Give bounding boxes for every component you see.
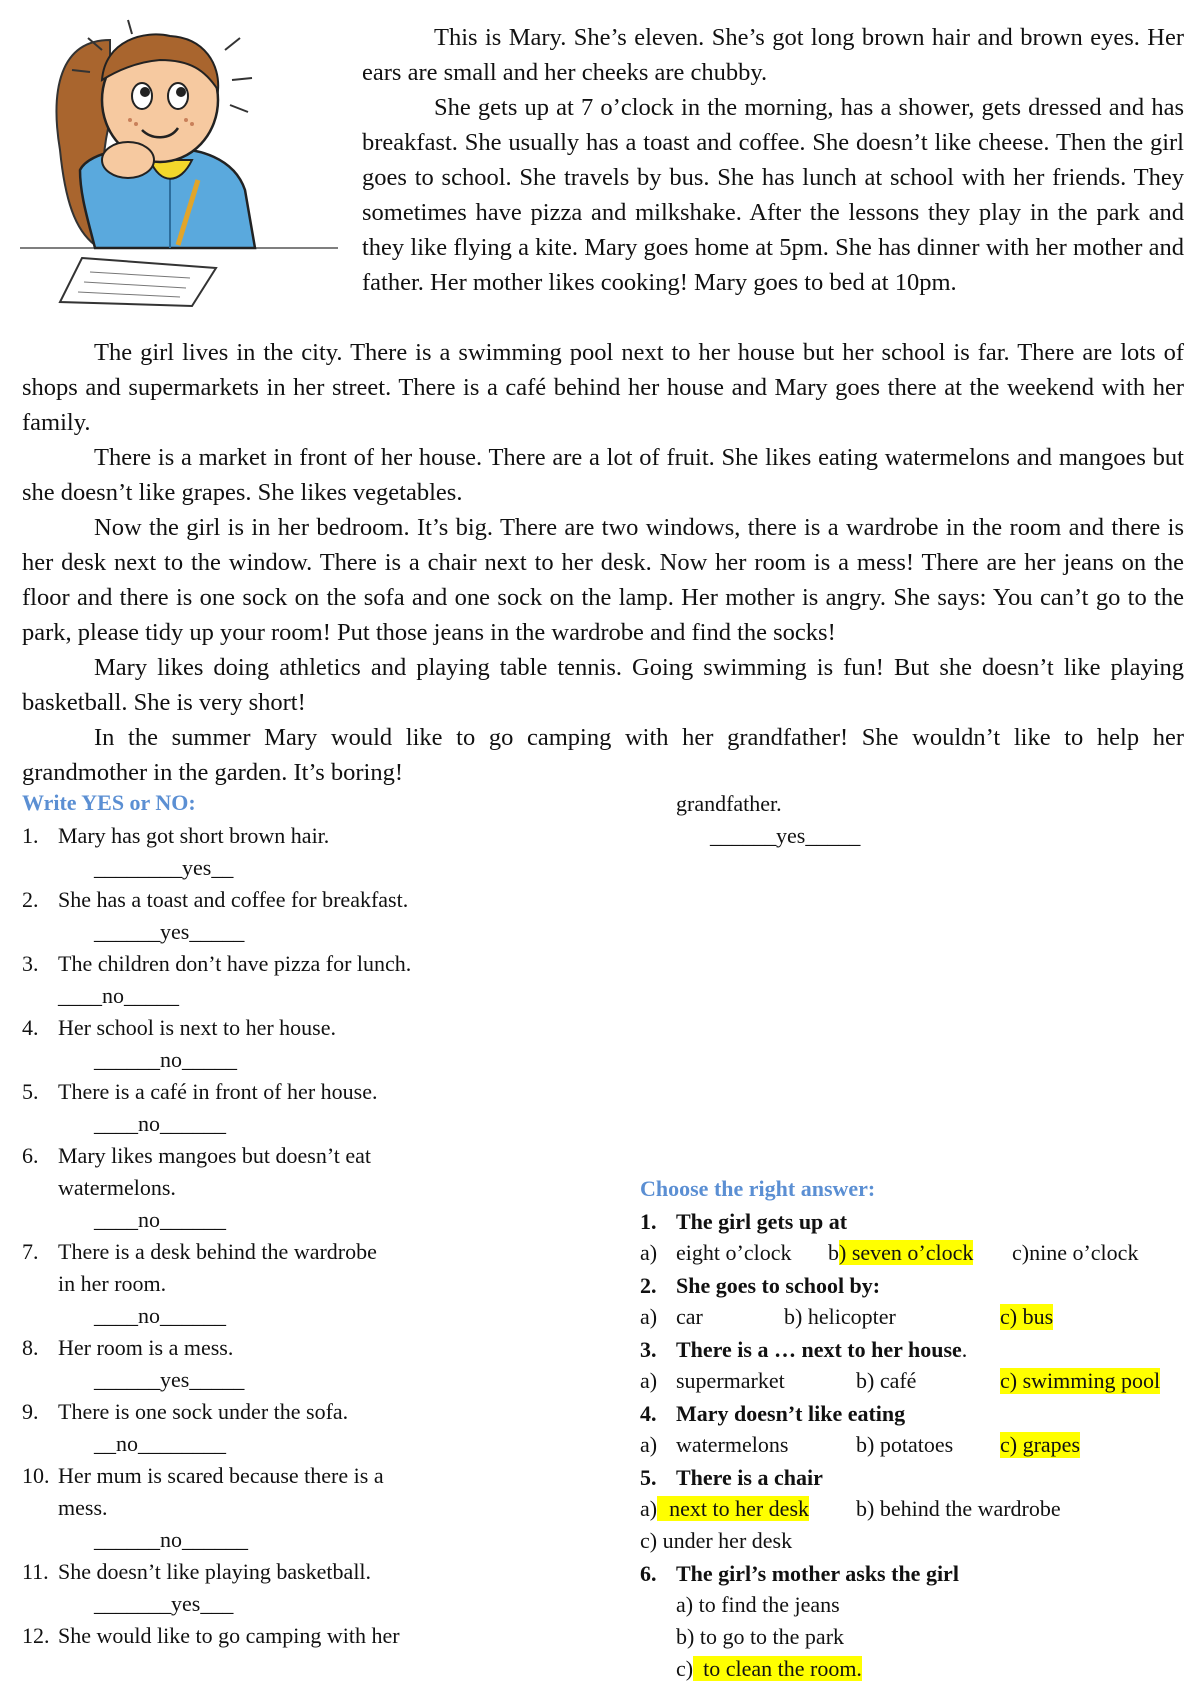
girl-illustration [20,10,340,310]
reading-body [22,335,1184,790]
choose-heading: Choose the right answer: [640,1176,876,1201]
answer-line[interactable]: _______yes___ [94,1591,234,1616]
selected-answer: to clean the room. [693,1656,862,1681]
answer-line[interactable]: ______no_____ [94,1047,237,1072]
yes-no-item: 12. She would like to go camping with her [22,1623,400,1648]
selected-answer: ) seven o’clock [839,1240,974,1265]
answer-line[interactable]: ________yes__ [94,855,234,880]
yes-no-item: 1. Mary has got short brown hair. [22,823,330,848]
yes-no-item: 2. She has a toast and coffee for breakfast. [22,887,409,912]
choice-question: 5. There is a chair [640,1465,823,1490]
choice-option-b[interactable]: b) to go to the park [676,1624,845,1649]
selected-answer[interactable]: c) swimming pool [1000,1368,1161,1393]
choice-option-c[interactable]: c) under her desk [640,1528,793,1553]
yes-no-item: 11. She doesn’t like playing basketball. [22,1559,372,1584]
reading-paragraph: In the summer Mary would like to go camping with her grandfather! She wouldn’t like to help her grandmother in the garden. It’s boring! [22,724,1184,786]
yes-no-item: 10. Her mum is scared because there is a [22,1463,384,1488]
selected-answer: next to her desk [657,1496,809,1521]
choice-question: 4. Mary doesn’t like eating [640,1401,906,1426]
choice-option-b[interactable]: b) behind the wardrobe [856,1496,1061,1521]
answer-line[interactable]: ______yes_____ [94,1367,245,1392]
reading-paragraph: The girl lives in the city. There is a swimming pool next to her house but her school is far. There are lots of shops and supermarkets in her street. There is a café behind her house and Mary goes there at the weekend with her family. [22,339,1184,436]
yes-no-item-continued: grandfather. [676,791,782,816]
reading-paragraph: She gets up at 7 o’clock in the morning, has a shower, gets dressed and has breakfast. She usually has a toast and coffee. She doesn’t like cheese. Then the girl goes to school. She travels by bus. She has lunch at school with her friends. They sometimes have pizza and milkshake. After the lessons they play in the park and they like flying a kite. Mary goes home at 5pm. She has dinner with her mother and father. Her mother likes cooking! Mary goes to bed at 10pm. [362,94,1184,296]
yes-no-item: 3. The children don’t have pizza for lunch. [22,951,412,976]
answer-line[interactable]: ____no______ [94,1303,226,1328]
choice-option-b[interactable]: b) helicopter [784,1304,896,1329]
choice-question: 2. She goes to school by: [640,1273,881,1298]
choice-option-a[interactable]: a) watermelons [640,1432,789,1457]
selected-answer[interactable]: c) bus [1000,1304,1054,1329]
choice-option-a[interactable]: a) to find the jeans [676,1592,840,1617]
choice-option-c[interactable]: c) to clean the room. [676,1656,862,1681]
choice-option-a[interactable]: a) car [640,1304,703,1329]
choice-question: 1. The girl gets up at [640,1209,848,1234]
answer-line[interactable]: ____no______ [94,1111,226,1136]
answer-line[interactable]: ____no______ [94,1207,226,1232]
yes-no-item-continued: in her room. [58,1271,167,1296]
yes-no-heading: Write YES or NO: [22,790,196,815]
yes-no-item: 8. Her room is a mess. [22,1335,234,1360]
yes-no-item: 5. There is a café in front of her house. [22,1079,378,1104]
choice-option-a[interactable]: a) supermarket [640,1368,785,1393]
selected-answer[interactable]: c) grapes [1000,1432,1081,1457]
answer-line[interactable]: ______yes_____ [710,823,861,848]
yes-no-item-continued: mess. [58,1495,108,1520]
answer-line[interactable]: ______no______ [94,1527,248,1552]
answer-line[interactable]: __no________ [94,1431,226,1456]
reading-paragraph: There is a market in front of her house. There are a lot of fruit. She likes eating watermelons and mangoes but she doesn’t like grapes. She likes vegetables. [22,444,1184,506]
choice-option-c[interactable]: c)nine o’clock [1012,1240,1139,1265]
choice-question: 3. There is a … next to her house. [640,1337,968,1362]
yes-no-item: 7. There is a desk behind the wardrobe [22,1239,377,1264]
choice-option-a[interactable]: a) next to her desk [640,1496,809,1521]
yes-no-item: 4. Her school is next to her house. [22,1015,336,1040]
yes-no-item-continued: watermelons. [58,1175,176,1200]
reading-paragraph: Now the girl is in her bedroom. It’s big. There are two windows, there is a wardrobe in the room and there is her desk next to the window. There is a chair next to her desk. Now her room is a mess! There are her jeans on the floor and there is one sock on the sofa and one sock on the lamp. Her mother is angry. She says: You can’t go to the park, please tidy up your room! Put those jeans in the wardrobe and find the socks! [22,514,1184,646]
choice-question: 6. The girl’s mother asks the girl [640,1561,959,1586]
choice-option-a[interactable]: a) eight o’clock [640,1240,792,1265]
choice-option-b[interactable]: b) seven o’clock [828,1240,974,1265]
reading-paragraph: Mary likes doing athletics and playing table tennis. Going swimming is fun! But she doesn’t like playing basketball. She is very short! [22,654,1184,716]
reading-intro [362,20,1184,300]
reading-paragraph: This is Mary. She’s eleven. She’s got long brown hair and brown eyes. Her ears are small and her cheeks are chubby. [362,24,1184,86]
yes-no-item: 6. Mary likes mangoes but doesn’t eat [22,1143,372,1168]
answer-line[interactable]: ____no_____ [58,983,179,1008]
choice-option-b[interactable]: b) potatoes [856,1432,954,1457]
answer-line[interactable]: ______yes_____ [94,919,245,944]
yes-no-item: 9. There is one sock under the sofa. [22,1399,349,1424]
choice-option-b[interactable]: b) café [856,1368,917,1393]
